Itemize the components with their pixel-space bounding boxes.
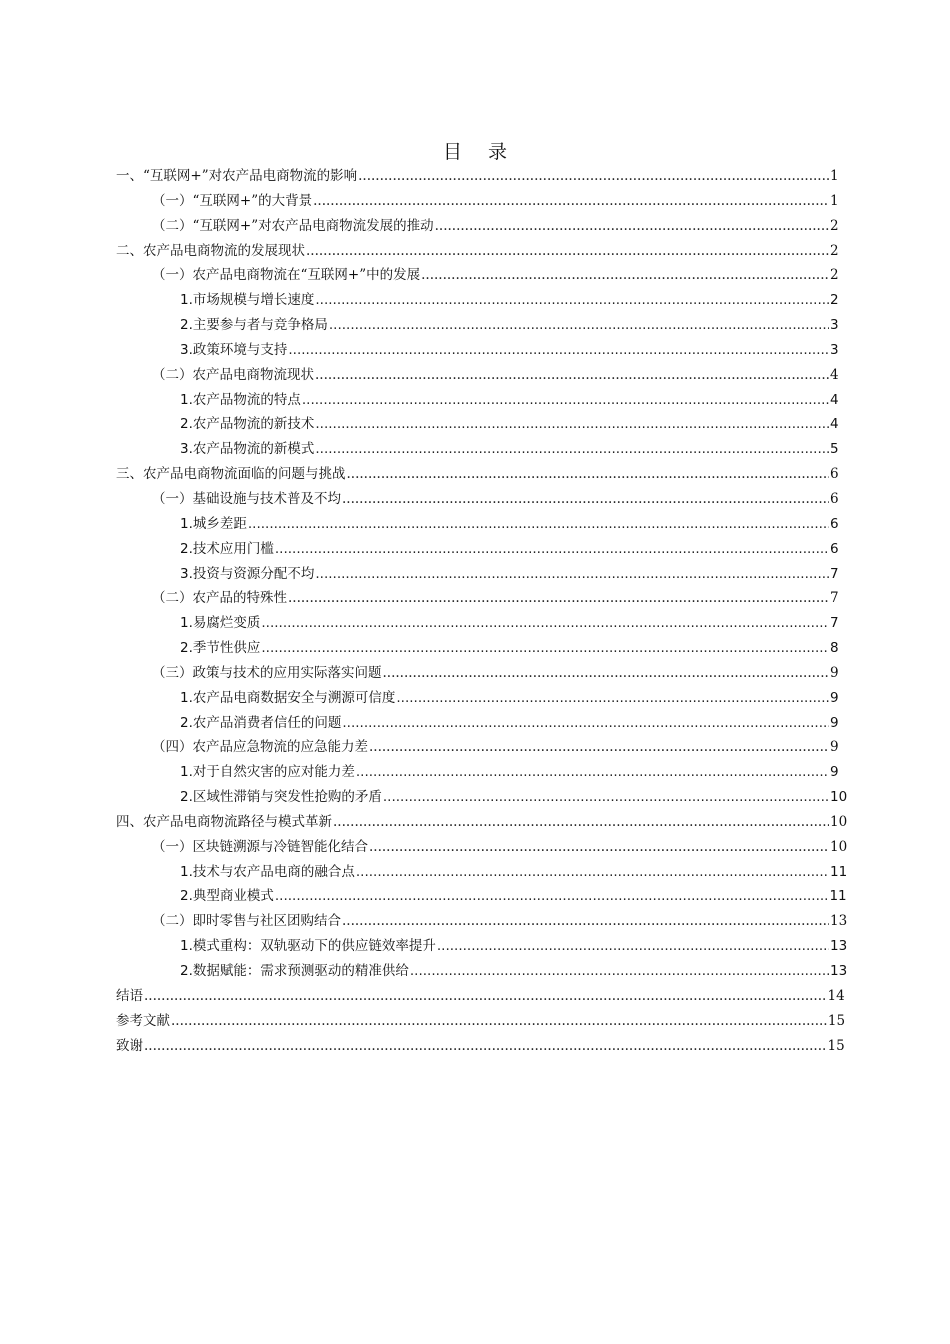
toc-entry-text: 1.城乡差距 [180,515,247,532]
toc-dot-leader [288,586,829,611]
toc-dot-leader [275,537,829,562]
toc-dot-leader [435,214,829,239]
toc-entry-text: 1.市场规模与增长速度 [180,292,315,309]
toc-page-number: 9 [830,764,839,781]
toc-entry-text: 参考文献 [116,1012,170,1029]
toc-entry[interactable] [116,1009,846,1034]
toc-page-number: 13 [830,963,848,979]
toc-entry[interactable] [116,164,838,189]
toc-dot-leader [144,1034,826,1059]
toc-entry[interactable] [116,288,838,313]
toc-entry[interactable] [116,338,838,363]
toc-dot-leader [437,934,829,959]
toc-entry[interactable] [116,611,838,636]
toc-dot-leader [261,611,829,636]
toc-page-number: 10 [830,789,848,806]
toc-entry[interactable] [116,711,838,736]
toc-entry-text: “互联网+”对农产品电商物流的影响 [143,168,358,184]
toc-entry-text: 1.对于自然灾害的应对能力差 [180,764,355,781]
toc-entry-text: 1.农产品物流的特点 [180,391,301,408]
toc-page-number: 5 [830,441,839,458]
toc-entry-number: 二、 [116,242,143,259]
toc-entry-text: （三）政策与技术的应用实际落实问题 [152,664,382,681]
toc-entry[interactable] [116,437,838,462]
toc-entry-number: 一、 [116,168,143,184]
toc-page-number: 3 [830,317,839,334]
table-of-contents [116,164,848,1058]
toc-dot-leader [315,412,829,437]
toc-entry-text: （一）农产品电商物流在“互联网+”中的发展 [152,267,421,284]
toc-entry-number: 四、 [116,813,143,830]
toc-entry[interactable] [116,512,838,537]
toc-entry[interactable] [116,1034,845,1059]
toc-entry-text: 农产品电商物流路径与模式革新 [143,813,332,830]
toc-entry-text: 3.投资与资源分配不均 [180,565,315,582]
toc-page-number: 6 [830,466,839,483]
toc-dot-leader [356,760,829,785]
toc-dot-leader [315,437,829,462]
toc-entry-text: 2.区域性滞销与突发性抢购的矛盾 [180,789,382,806]
toc-page-number: 11 [830,863,848,880]
toc-entry-text: 2.典型商业模式 [180,888,274,905]
toc-entry[interactable] [116,462,838,487]
toc-entry[interactable] [116,760,838,785]
toc-entry-text: （一）基础设施与技术普及不均 [152,490,341,507]
toc-page-number: 9 [830,739,839,756]
toc-entry-text: 2.农产品消费者信任的问题 [180,714,342,731]
toc-dot-leader [342,487,829,512]
toc-entry-text: 农产品电商物流面临的问题与挑战 [143,466,346,483]
toc-page-number: 14 [827,987,845,1004]
toc-dot-leader [383,785,829,810]
toc-dot-leader [315,363,829,388]
toc-page-number: 9 [830,714,839,731]
toc-entry-text: 2.季节性供应 [180,640,261,657]
toc-dot-leader [248,512,829,537]
toc-entry-text: （二）“互联网+”对农产品电商物流发展的推动 [152,217,434,234]
toc-entry-text: 1.技术与农产品电商的融合点 [180,863,355,880]
toc-entry-text: （二）农产品电商物流现状 [152,366,314,383]
toc-entry-number: 三、 [116,466,143,483]
toc-dot-leader [288,338,829,363]
toc-entry[interactable] [116,636,838,661]
toc-entry-text: 致谢 [116,1037,143,1054]
toc-entry-text: 1.农产品电商数据安全与溯源可信度 [180,689,396,706]
toc-page-number: 9 [830,664,839,681]
toc-dot-leader [369,835,829,860]
toc-entry-text: 结语 [116,987,143,1004]
toc-entry-text: 2.技术应用门槛 [180,540,274,557]
toc-entry[interactable] [116,263,838,288]
toc-page-number: 15 [827,1037,845,1054]
toc-dot-leader [396,686,829,711]
toc-page-number: 10 [830,838,848,855]
toc-dot-leader [342,909,829,934]
toc-page-number: 7 [830,565,839,582]
toc-entry[interactable] [116,388,838,413]
toc-entry[interactable] [116,214,838,239]
toc-page-number: 7 [830,615,839,632]
toc-entry[interactable] [116,835,848,860]
toc-page-number: 1 [830,192,839,209]
toc-entry-text: （二）农产品的特殊性 [152,590,287,607]
toc-dot-leader [144,984,826,1009]
toc-page-number: 6 [830,540,839,557]
toc-entry-text: （一）区块链溯源与冷链智能化结合 [152,838,368,855]
toc-dot-leader [333,810,829,835]
toc-dot-leader [329,313,829,338]
toc-entry-text: （四）农产品应急物流的应急能力差 [152,739,368,756]
toc-entry-text: 2.农产品物流的新技术 [180,416,315,433]
toc-page-number: 2 [830,292,839,309]
toc-entry[interactable] [116,984,845,1009]
toc-entry[interactable] [116,661,838,686]
toc-entry-text: 3.政策环境与支持 [180,341,288,358]
toc-page-number: 4 [830,366,839,383]
toc-dot-leader [315,562,829,587]
toc-dot-leader [421,263,829,288]
toc-entry[interactable] [116,363,838,388]
toc-entry-text: 1.易腐烂变质 [180,615,261,632]
toc-entry-text: 2.主要参与者与竞争格局 [180,317,328,334]
toc-entry[interactable] [116,860,848,885]
toc-entry-text: 1.模式重构：双轨驱动下的供应链效率提升 [180,938,436,955]
toc-entry[interactable] [116,562,838,587]
toc-entry[interactable] [116,735,838,760]
toc-entry[interactable] [116,785,848,810]
toc-page-number: 4 [830,416,839,433]
toc-entry[interactable] [116,487,838,512]
toc-dot-leader [306,239,829,264]
toc-entry[interactable] [116,884,847,909]
toc-dot-leader [171,1009,827,1034]
toc-dot-leader [356,860,829,885]
toc-dot-leader [275,884,829,909]
toc-entry-text: 2.数据赋能：需求预测驱动的精准供给 [180,963,409,979]
toc-entry[interactable] [116,909,848,934]
toc-page-number: 11 [829,888,847,905]
toc-entry[interactable] [116,189,838,214]
toc-dot-leader [315,288,829,313]
toc-dot-leader [369,735,829,760]
toc-entry[interactable] [116,810,848,835]
toc-entry-text: 3.农产品物流的新模式 [180,441,315,458]
toc-page-number: 15 [827,1012,846,1029]
toc-page-number: 2 [830,242,839,259]
toc-entry[interactable] [116,959,848,984]
toc-entry[interactable] [116,934,848,959]
toc-entry[interactable] [116,537,838,562]
toc-page-number: 9 [830,689,839,706]
toc-page-number: 10 [830,813,848,830]
toc-page-number: 6 [830,490,839,507]
toc-entry-text: 农产品电商物流的发展现状 [143,242,305,259]
toc-page-number: 2 [830,267,839,284]
toc-entry[interactable] [116,239,838,264]
toc-page-number: 6 [830,515,839,532]
toc-dot-leader [302,388,829,413]
toc-page-number: 4 [830,391,839,408]
toc-page-number: 7 [830,590,839,607]
toc-entry-text: （一）“互联网+”的大背景 [152,192,313,209]
toc-entry[interactable] [116,313,838,338]
toc-entry[interactable] [116,686,838,711]
toc-dot-leader [358,164,829,189]
toc-dot-leader [342,711,829,736]
toc-page-number: 2 [830,217,839,234]
toc-page-number: 13 [830,913,848,930]
toc-entry[interactable] [116,586,838,611]
toc-dot-leader [313,189,829,214]
toc-dot-leader [383,661,830,686]
toc-dot-leader [410,959,829,984]
toc-dot-leader [347,462,830,487]
page-title: 目录 [442,141,533,163]
toc-entry-text: （二）即时零售与社区团购结合 [152,913,341,930]
toc-entry[interactable] [116,412,838,437]
toc-dot-leader [261,636,829,661]
toc-page-number: 13 [830,938,848,955]
toc-page-number: 3 [830,341,839,358]
toc-page-number: 8 [830,640,839,657]
toc-page-number: 1 [830,168,839,184]
